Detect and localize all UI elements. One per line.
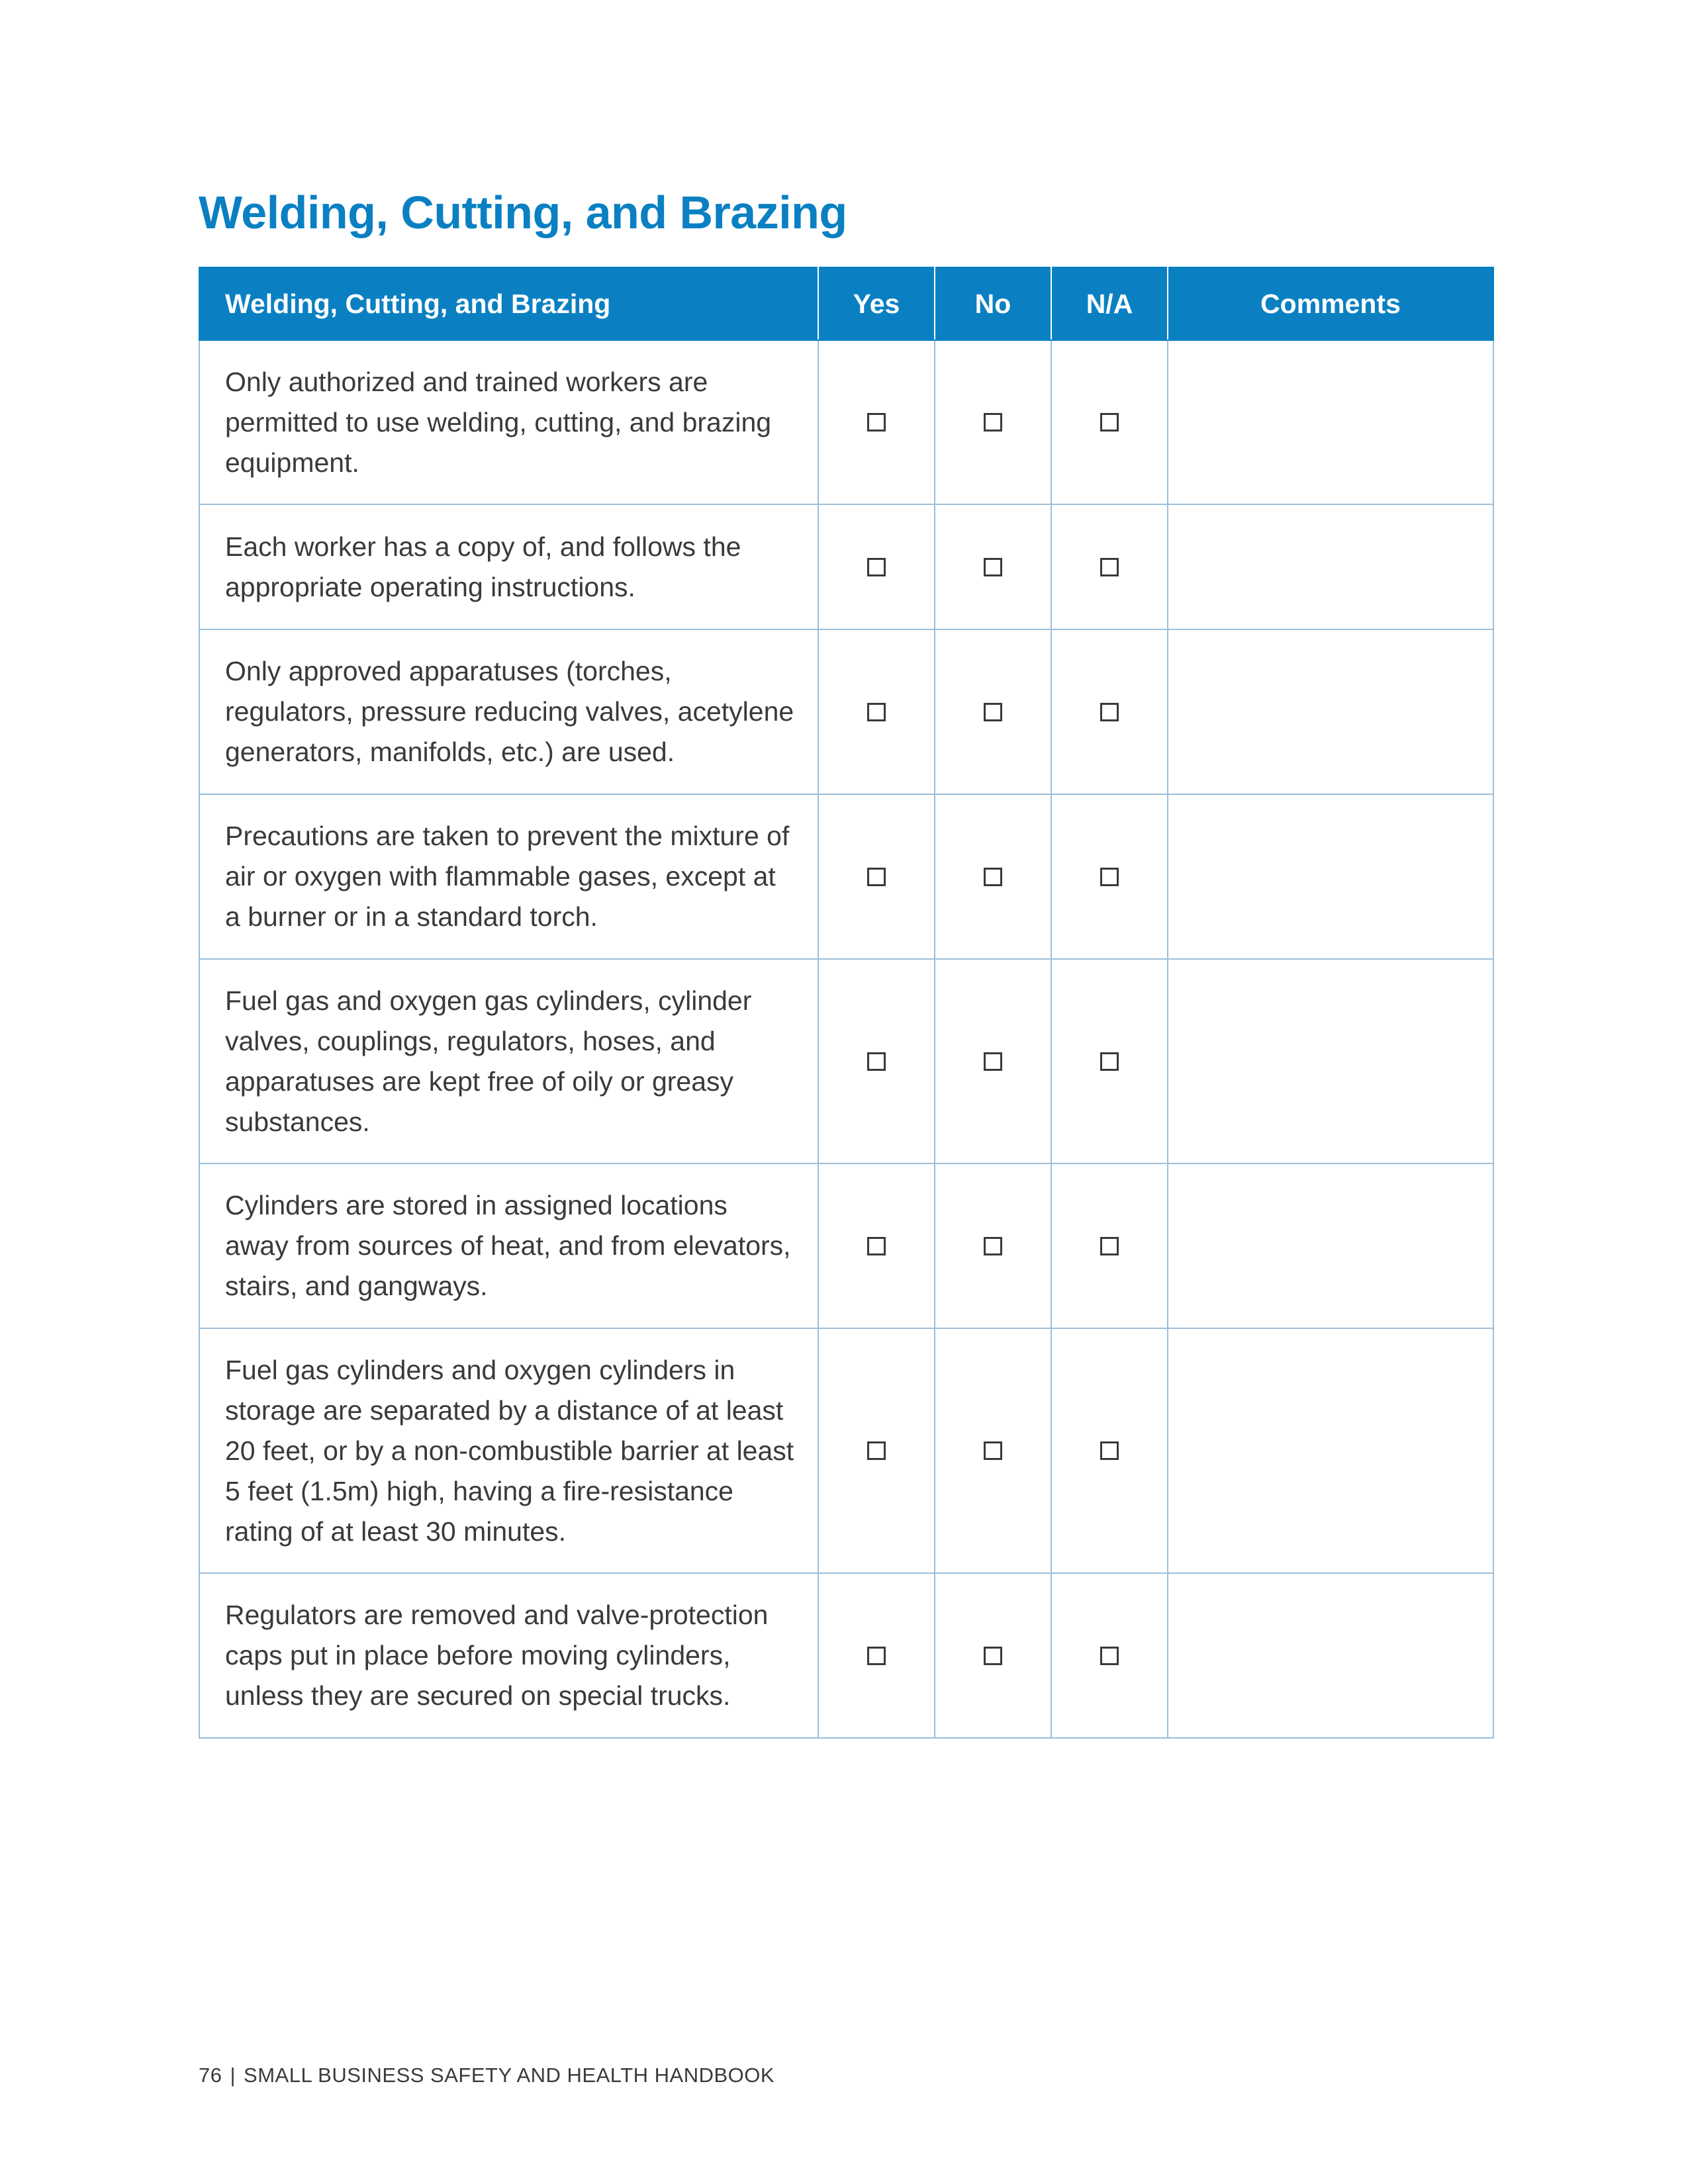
header-no: No (935, 267, 1051, 340)
na-cell (1051, 1328, 1168, 1573)
yes-cell (818, 504, 935, 629)
no-cell (935, 1328, 1051, 1573)
na-checkbox[interactable] (1100, 1647, 1119, 1665)
row-item-text: Fuel gas and oxygen gas cylinders, cylinder valves, couplings, regulators, hoses, and apparatuses are kept free of oily or greasy substances. (199, 959, 818, 1163)
no-checkbox[interactable] (984, 868, 1002, 886)
no-cell (935, 629, 1051, 794)
na-cell (1051, 794, 1168, 959)
table-row (199, 1328, 1493, 1573)
no-cell (935, 504, 1051, 629)
publication-title: SMALL BUSINESS SAFETY AND HEALTH HANDBOOK (244, 2064, 775, 2087)
table-row (199, 1163, 1493, 1328)
row-item-text: Only approved apparatuses (torches, regulators, pressure reducing valves, acetylene generators, manifolds, etc.) are used. (199, 629, 818, 794)
yes-cell (818, 1328, 935, 1573)
footer-separator: | (230, 2064, 236, 2087)
page-title: Welding, Cutting, and Brazing (199, 187, 847, 238)
yes-checkbox[interactable] (867, 703, 886, 721)
comments-cell[interactable] (1168, 1328, 1493, 1573)
table-row (199, 629, 1493, 794)
table-row (199, 794, 1493, 959)
comments-cell[interactable] (1168, 959, 1493, 1163)
na-checkbox[interactable] (1100, 1441, 1119, 1460)
na-checkbox[interactable] (1100, 703, 1119, 721)
na-cell (1051, 959, 1168, 1163)
na-cell (1051, 1163, 1168, 1328)
row-item-text: Only authorized and trained workers are permitted to use welding, cutting, and brazing equipment. (199, 340, 818, 504)
header-item: Welding, Cutting, and Brazing (199, 267, 818, 340)
table-row (199, 340, 1493, 504)
no-checkbox[interactable] (984, 1052, 1002, 1071)
no-cell (935, 1573, 1051, 1738)
no-cell (935, 340, 1051, 504)
yes-checkbox[interactable] (867, 1052, 886, 1071)
yes-cell (818, 629, 935, 794)
row-item-text: Precautions are taken to prevent the mixture of air or oxygen with flammable gases, except at a burner or in a standard torch. (199, 794, 818, 959)
yes-cell (818, 1573, 935, 1738)
na-checkbox[interactable] (1100, 558, 1119, 576)
comments-cell[interactable] (1168, 340, 1493, 504)
yes-cell (818, 794, 935, 959)
comments-cell[interactable] (1168, 1573, 1493, 1738)
yes-checkbox[interactable] (867, 1647, 886, 1665)
header-yes: Yes (818, 267, 935, 340)
comments-cell[interactable] (1168, 504, 1493, 629)
yes-cell (818, 959, 935, 1163)
header-comments: Comments (1168, 267, 1493, 340)
na-cell (1051, 1573, 1168, 1738)
table-row (199, 504, 1493, 629)
yes-cell (818, 340, 935, 504)
comments-cell[interactable] (1168, 1163, 1493, 1328)
row-item-text: Each worker has a copy of, and follows the appropriate operating instructions. (199, 504, 818, 629)
page-number: 76 (199, 2064, 222, 2087)
yes-checkbox[interactable] (867, 558, 886, 576)
na-cell (1051, 504, 1168, 629)
na-cell (1051, 340, 1168, 504)
comments-cell[interactable] (1168, 629, 1493, 794)
table-header-row (199, 267, 1493, 340)
na-checkbox[interactable] (1100, 868, 1119, 886)
na-checkbox[interactable] (1100, 1052, 1119, 1071)
no-checkbox[interactable] (984, 413, 1002, 432)
no-checkbox[interactable] (984, 703, 1002, 721)
page-footer (199, 2064, 774, 2087)
no-cell (935, 959, 1051, 1163)
no-cell (935, 794, 1051, 959)
yes-checkbox[interactable] (867, 413, 886, 432)
na-cell (1051, 629, 1168, 794)
na-checkbox[interactable] (1100, 1237, 1119, 1255)
row-item-text: Regulators are removed and valve-protection caps put in place before moving cylinders, unless they are secured on special trucks. (199, 1573, 818, 1738)
table-row (199, 1573, 1493, 1738)
yes-checkbox[interactable] (867, 868, 886, 886)
header-na: N/A (1051, 267, 1168, 340)
yes-checkbox[interactable] (867, 1237, 886, 1255)
no-checkbox[interactable] (984, 1647, 1002, 1665)
no-checkbox[interactable] (984, 558, 1002, 576)
no-cell (935, 1163, 1051, 1328)
table-row (199, 959, 1493, 1163)
yes-checkbox[interactable] (867, 1441, 886, 1460)
comments-cell[interactable] (1168, 794, 1493, 959)
no-checkbox[interactable] (984, 1237, 1002, 1255)
checklist-table (199, 267, 1494, 1739)
row-item-text: Cylinders are stored in assigned locations away from sources of heat, and from elevators, stairs, and gangways. (199, 1163, 818, 1328)
no-checkbox[interactable] (984, 1441, 1002, 1460)
row-item-text: Fuel gas cylinders and oxygen cylinders in storage are separated by a distance of at least 20 feet, or by a non-combustible barrier at least 5 feet (1.5m) high, having a fire-resistance rating of at least 30 minutes. (199, 1328, 818, 1573)
yes-cell (818, 1163, 935, 1328)
na-checkbox[interactable] (1100, 413, 1119, 432)
